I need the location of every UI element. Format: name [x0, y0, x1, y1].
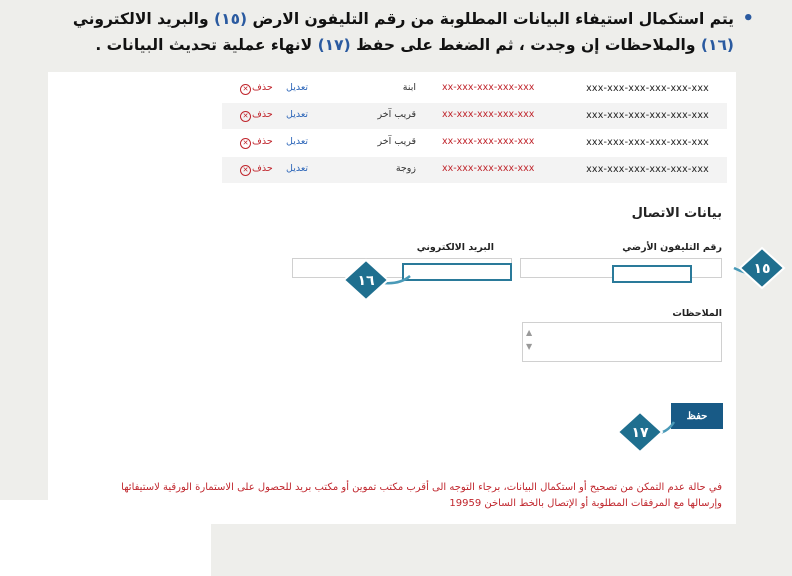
- table-row: [222, 76, 727, 102]
- table-row: [222, 103, 727, 129]
- callout-15-label: ١٥: [753, 261, 771, 277]
- callout-17-marker: [614, 408, 674, 456]
- landline-input[interactable]: [612, 265, 692, 283]
- phone-cell: xx-xxx-xxx-xxx-xxx: [442, 82, 535, 93]
- edit-link[interactable]: تعديل: [286, 82, 309, 93]
- save-button[interactable]: حفظ: [671, 403, 723, 429]
- scrollbar[interactable]: ▲ ▼: [526, 328, 533, 351]
- national-id-cell: xxx-xxx-xxx-xxx-xxx-xxx: [586, 137, 709, 148]
- delete-link[interactable]: ✕ حذف: [240, 136, 273, 149]
- email-label: البريد الالكتروني: [416, 242, 494, 253]
- notes-label: الملاحظات: [672, 308, 722, 319]
- edit-link[interactable]: تعديل: [286, 136, 309, 147]
- help-footnote: في حالة عدم التمكن من تصحيح أو استكمال البيانات، برجاء التوجه الى أقرب مكتب تموين أو مكتب بريد للحصول على الاستمارة الورقية لاستيفائها وإرسالها مع المرفقات المطلوبة أو الإتصال بالخط الساخن 19959: [121, 482, 722, 509]
- landline-label: رقم التليفون الأرضي: [622, 242, 722, 253]
- relation-cell: ابنة: [402, 82, 416, 93]
- edit-link[interactable]: تعديل: [286, 109, 309, 120]
- delete-link[interactable]: ✕ حذف: [240, 82, 273, 95]
- callout-16-label: ١٦: [357, 273, 375, 289]
- blank-area: [0, 500, 211, 576]
- relatives-table: [222, 76, 727, 184]
- form-panel: [48, 72, 771, 524]
- delete-x-icon: ✕: [240, 165, 251, 176]
- table-row: [222, 157, 727, 183]
- national-id-cell: xxx-xxx-xxx-xxx-xxx-xxx: [586, 83, 709, 94]
- phone-cell: xx-xxx-xxx-xxx-xxx: [442, 163, 535, 174]
- table-row: [222, 130, 727, 156]
- phone-cell: xx-xxx-xxx-xxx-xxx: [442, 109, 535, 120]
- callout-17-label: ١٧: [631, 425, 649, 441]
- contact-section-title: بيانات الاتصال: [631, 206, 722, 221]
- callout-16-marker: [338, 256, 398, 304]
- relation-cell: قريب آخر: [377, 109, 416, 120]
- email-input[interactable]: [402, 263, 512, 281]
- delete-link[interactable]: ✕ حذف: [240, 163, 273, 176]
- delete-x-icon: ✕: [240, 138, 251, 149]
- delete-x-icon: ✕: [240, 111, 251, 122]
- relation-cell: قريب آخر: [377, 136, 416, 147]
- relation-cell: زوجة: [395, 163, 416, 174]
- edit-link[interactable]: تعديل: [286, 163, 309, 174]
- notes-textarea[interactable]: [522, 322, 722, 362]
- phone-cell: xx-xxx-xxx-xxx-xxx: [442, 136, 535, 147]
- delete-x-icon: ✕: [240, 84, 251, 95]
- national-id-cell: xxx-xxx-xxx-xxx-xxx-xxx: [586, 110, 709, 121]
- instruction-text: • يتم استكمال استيفاء البيانات المطلوبة من رقم التليفون الارض (١٥) والبريد الالكتروني (١٦) والملاحظات إن وجدت ، ثم الضغط على حفظ (١٧) لانهاء عملية تحديث البيانات .: [72, 8, 754, 54]
- national-id-cell: xxx-xxx-xxx-xxx-xxx-xxx: [586, 164, 709, 175]
- callout-15-marker: [732, 244, 792, 292]
- bullet-icon: •: [742, 8, 754, 29]
- delete-link[interactable]: ✕ حذف: [240, 109, 273, 122]
